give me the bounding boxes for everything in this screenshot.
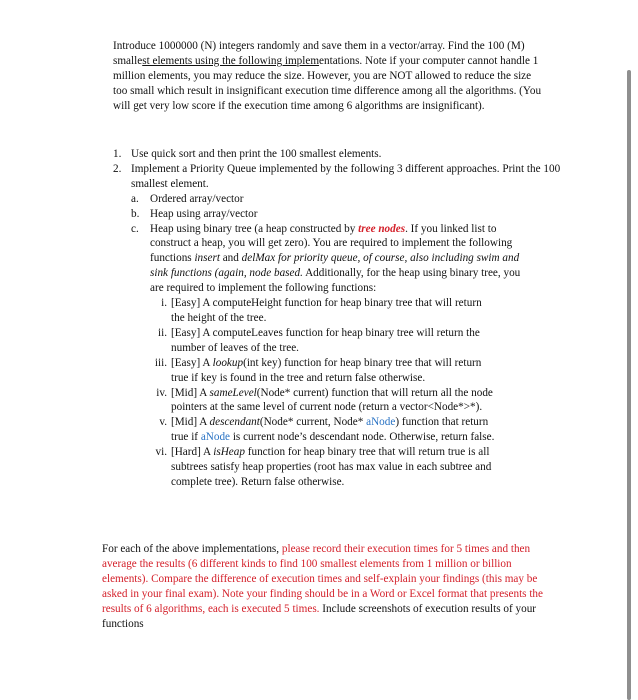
fn-number: ii. [157, 326, 167, 339]
sub-item [113, 192, 563, 207]
function-item [113, 326, 498, 356]
fn-number: iii. [154, 356, 167, 369]
function-list [113, 296, 498, 490]
fn-param: aNode [200, 431, 231, 444]
function-item [113, 356, 498, 386]
sub-number: a. [131, 192, 139, 205]
sub-item [113, 207, 563, 222]
item-text: Use quick sort and then print the 100 smallest elements. [131, 148, 382, 160]
fn-number: vi. [155, 446, 167, 459]
fn-text: ) function that return true if [171, 416, 489, 444]
sub-text: Ordered array/vector [150, 192, 244, 205]
fn-text: [Mid] A [171, 416, 210, 429]
intro-paragraph [113, 39, 543, 114]
fn-text: [Easy] A computeHeight function for heap binary tree that will return the height of the tree. [171, 297, 482, 324]
function-item [113, 296, 498, 326]
fn-number: iv. [156, 386, 167, 399]
item-text: Implement a Priority Queue implemented by the following 3 different approaches. Print the 100 smallest element. [131, 162, 561, 190]
sub-text: Heap using binary tree (a heap constructed by [150, 222, 359, 235]
fn-name: isHeap [213, 446, 245, 459]
fn-param: aNode [366, 416, 396, 429]
sub-number: c. [131, 222, 139, 235]
summary-text: For each of the above implementations, [102, 543, 282, 555]
fn-text: (Node* current) function that will return all the node pointers at the same level of current node (return a vector<Node*>*). [171, 386, 493, 414]
summary-paragraph [102, 542, 547, 631]
fn-text: (int key) function for heap binary tree that will return true if key is found in the tree and return false otherwise. [171, 356, 482, 384]
function-item [113, 415, 498, 445]
scrollbar[interactable] [627, 70, 631, 700]
sub-text: . If you linked list to construct a heap, you will get zero). You are required to implement the following functions [150, 222, 513, 265]
fn-text: [Mid] A [171, 386, 210, 399]
fn-text: [Easy] A [171, 356, 213, 369]
item-number: 1. [113, 148, 122, 160]
fn-text: [Hard] A [171, 446, 214, 459]
sub-text: Heap using array/vector [150, 207, 258, 220]
fn-text: [Easy] A computeLeaves function for heap binary tree will return the number of leaves of the tree. [171, 326, 480, 354]
fn-text: function for heap binary tree that will return true is all subtrees satisfy heap properties (root has max value in each subtree and complete tree). Return false otherwise. [171, 446, 492, 488]
summary-text: Include screenshots of execution results of your functions [102, 602, 537, 630]
fn-name: sameLevel [209, 386, 257, 399]
intro-text-cont: entations. Note if your computer cannot handle 1 million elements, you may reduce the size. However, you are NOT allowed to reduce the size too small which result in insignificant execution time difference among all the algorithms. (You will get very low score if the execution time among 6 algorithms are insignificant). [113, 54, 542, 112]
intro-underlined-text: st elements using the following implem [142, 54, 320, 67]
emphasis-delmax: delMax for priority queue, of course, also including swim and sink functions (again, node based. [150, 252, 520, 280]
fn-name: descendant [209, 416, 260, 429]
summary-red-text: please record their execution times for 5 times and then average the results (6 different kinds to find 100 smallest elements from 1 million or billion elements). Compare the difference of execution times and self-explain your findings (this may be asked in your final exam). Note your finding should be in a Word or Excel format that presents the results of 6 algorithms, each is executed 5 times. [102, 543, 543, 615]
emphasis-tree-nodes: tree nodes [358, 222, 406, 235]
sub-list [113, 192, 563, 490]
task-list [113, 147, 561, 490]
emphasis-insert: insert [194, 252, 220, 265]
intro-text: Introduce 1000000 (N) integers randomly and save them in a vector/array. Find the 100 (M) smalle [113, 40, 525, 67]
sub-text: and [219, 252, 242, 265]
function-item [113, 386, 498, 416]
fn-name: lookup [212, 356, 244, 369]
fn-number: i. [161, 297, 167, 310]
list-item [113, 147, 553, 162]
fn-text: is current node’s descendant node. Otherwise, return false. [230, 431, 495, 444]
fn-text: (Node* current, Node* [259, 416, 367, 429]
sub-text: Additionally, for the heap using binary tree, you are required to implement the following functions: [150, 267, 521, 295]
sub-item [113, 222, 528, 490]
list-item [113, 162, 563, 490]
fn-number: v. [159, 416, 167, 429]
item-number: 2. [113, 162, 122, 175]
function-item [113, 445, 498, 490]
sub-number: b. [131, 207, 140, 220]
